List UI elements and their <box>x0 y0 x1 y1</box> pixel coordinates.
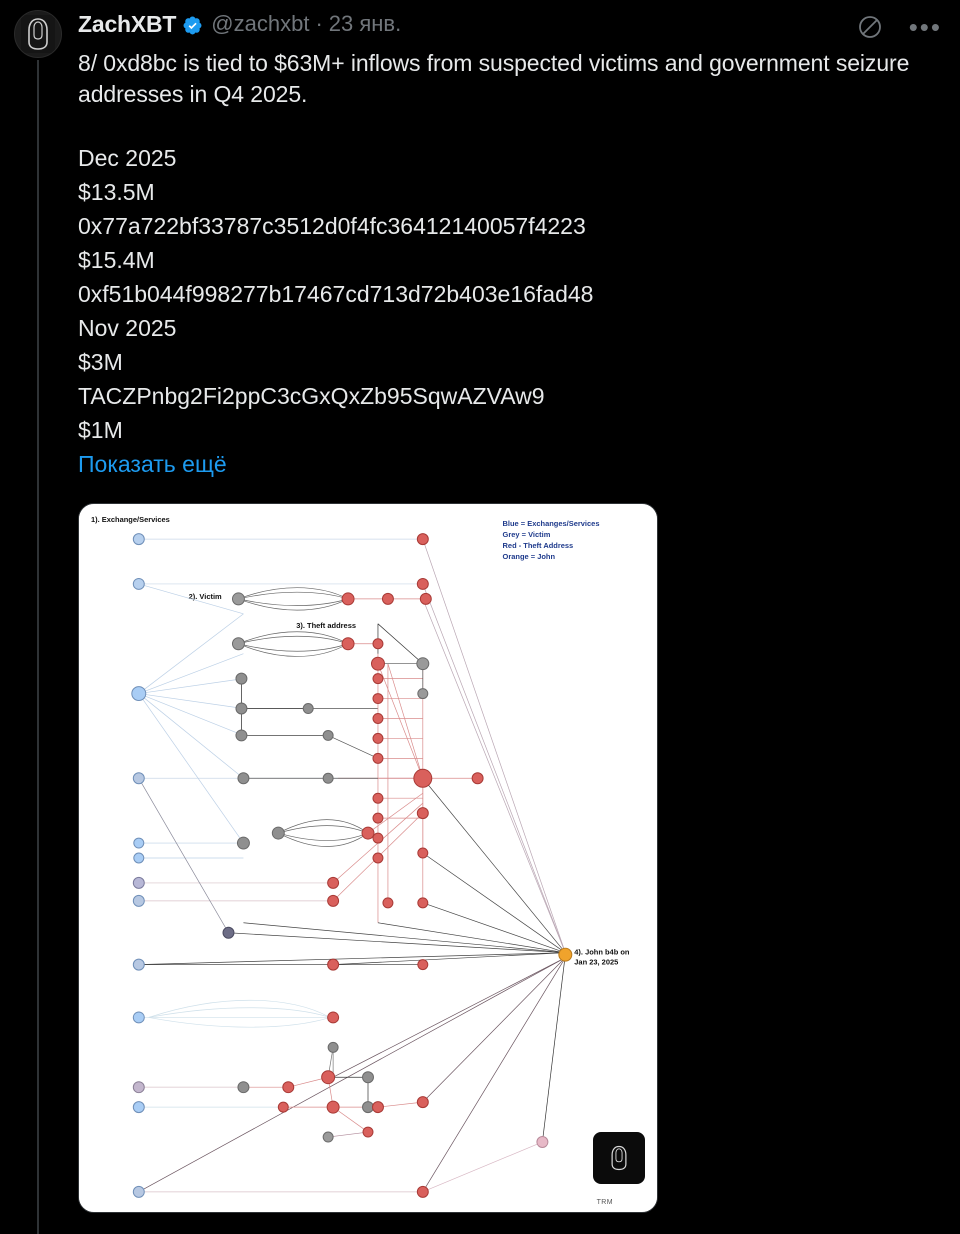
tweet-line-1: $13.5M <box>78 178 155 205</box>
tweet-line-4: 0xf51b044f998277b17467cd713d72b403e16fad48 <box>78 280 594 307</box>
tweet-header-actions <box>857 14 942 40</box>
show-more-link[interactable]: Показать ещё <box>78 450 227 477</box>
legend-item-3: Orange = John <box>502 551 556 561</box>
author-handle[interactable]: @zachxbt <box>211 11 310 36</box>
tweet-line-5: Nov 2025 <box>78 314 177 341</box>
legend-item-0: Blue = Exchanges/Services <box>502 518 600 528</box>
tweet-date[interactable]: 23 янв. <box>328 11 402 36</box>
john-label-line2: Jan 23, 2025 <box>574 957 619 967</box>
tweet-line-7: TACZPnbg2Fi2ppC3cGxQxZb95SqwAZVAw9 <box>78 382 545 409</box>
tweet-text-main: 8/ 0xd8bc is tied to $63M+ inflows from suspected victims and government seizure addresses in Q4 2025. <box>78 50 916 108</box>
tweet-line-3: $15.4M <box>78 246 155 273</box>
more-options-icon[interactable]: ••• <box>908 12 942 42</box>
tweet-line-8: $1M <box>78 416 123 443</box>
avatar-image <box>14 10 62 58</box>
john-node <box>559 948 572 961</box>
tweet-container <box>0 0 960 481</box>
tweet-line-6: $3M <box>78 348 123 375</box>
annotation-2: 3). Theft address <box>296 620 357 630</box>
separator-dot: · <box>315 11 323 36</box>
transaction-flow-graph <box>79 504 657 1212</box>
tweet-line-2: 0x77a722bf33787c3512d0f4fc36412140057f4223 <box>78 212 586 239</box>
legend-item-2: Red - Theft Address <box>502 540 574 550</box>
zachxbt-watermark-icon <box>593 1132 645 1184</box>
annotation-0: 1). Exchange/Services <box>90 515 170 525</box>
john-label-line1: 4). John b4b on <box>574 947 630 957</box>
tweet-text-spacer <box>78 111 936 141</box>
author-display-name[interactable]: ZachXBT <box>78 10 177 37</box>
grok-icon[interactable] <box>857 14 883 40</box>
avatar[interactable] <box>14 10 62 58</box>
source-tag: TRM <box>596 1198 613 1206</box>
annotation-1: 2). Victim <box>188 591 222 601</box>
verified-badge-icon <box>182 15 203 36</box>
tweet-line-0: Dec 2025 <box>78 144 177 171</box>
legend-item-1: Grey = Victim <box>502 529 551 539</box>
tweet-media-image[interactable] <box>78 503 658 1213</box>
tweet-author-row <box>78 8 936 40</box>
